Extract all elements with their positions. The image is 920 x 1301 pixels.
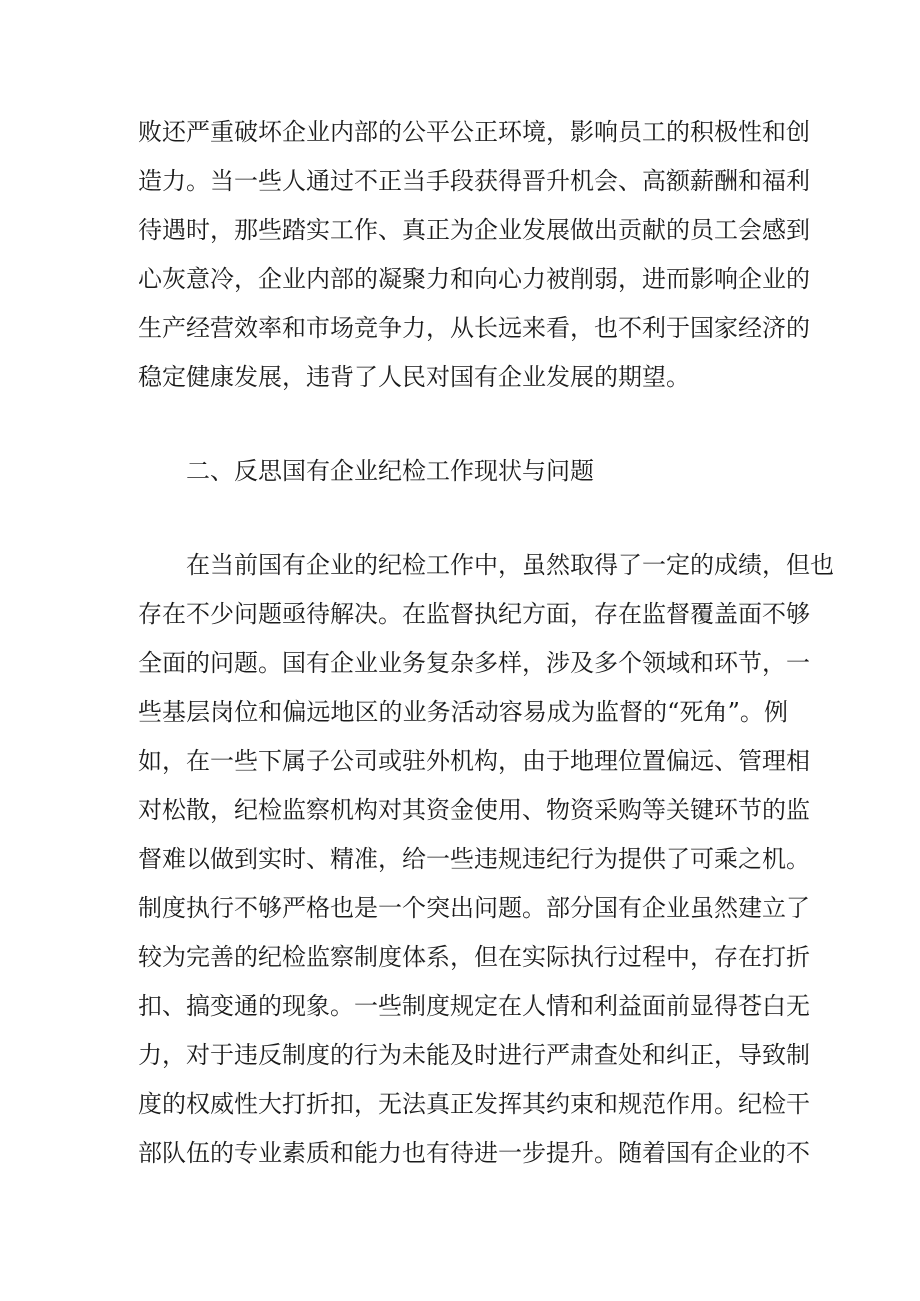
paragraph-line: 扣、搞变通的现象。一些制度规定在人情和利益面前显得苍白无	[138, 992, 810, 1020]
paragraph-line: 如，在一些下属子公司或驻外机构，由于地理位置偏远、管理相	[138, 747, 810, 775]
paragraph-line: 存在不少问题亟待解决。在监督执纪方面，存在监督覆盖面不够	[138, 600, 810, 628]
paragraph-line: 待遇时，那些踏实工作、真正为企业发展做出贡献的员工会感到	[138, 216, 810, 244]
paragraph-line: 督难以做到实时、精准，给一些违规违纪行为提供了可乘之机。	[138, 845, 810, 873]
paragraph-line: 较为完善的纪检监察制度体系，但在实际执行过程中，存在打折	[138, 943, 810, 971]
paragraph-line: 败还严重破坏企业内部的公平公正环境，影响员工的积极性和创	[138, 118, 810, 146]
paragraph-line: 全面的问题。国有企业业务复杂多样，涉及多个领域和环节，一	[138, 649, 810, 677]
paragraph-line: 心灰意冷，企业内部的凝聚力和向心力被削弱，进而影响企业的	[138, 265, 810, 293]
paragraph-line: 稳定健康发展，违背了人民对国有企业发展的期望。	[138, 363, 690, 391]
paragraph-line: 生产经营效率和市场竞争力，从长远来看，也不利于国家经济的	[138, 314, 810, 342]
paragraph-line: 制度执行不够严格也是一个突出问题。部分国有企业虽然建立了	[138, 894, 810, 922]
paragraph-line: 造力。当一些人通过不正当手段获得晋升机会、高额薪酬和福利	[138, 167, 810, 195]
section-heading: 二、反思国有企业纪检工作现状与问题	[186, 457, 594, 485]
paragraph-line: 些基层岗位和偏远地区的业务活动容易成为监督的“死角”。例	[138, 698, 788, 726]
paragraph-line: 对松散，纪检监察机构对其资金使用、物资采购等关键环节的监	[138, 796, 810, 824]
paragraph-line: 部队伍的专业素质和能力也有待进一步提升。随着国有企业的不	[138, 1139, 810, 1167]
paragraph-line: 度的权威性大打折扣，无法真正发挥其约束和规范作用。纪检干	[138, 1090, 810, 1118]
paragraph-line: 在当前国有企业的纪检工作中，虽然取得了一定的成绩，但也	[186, 551, 834, 579]
paragraph-line: 力，对于违反制度的行为未能及时进行严肃查处和纠正，导致制	[138, 1041, 810, 1069]
